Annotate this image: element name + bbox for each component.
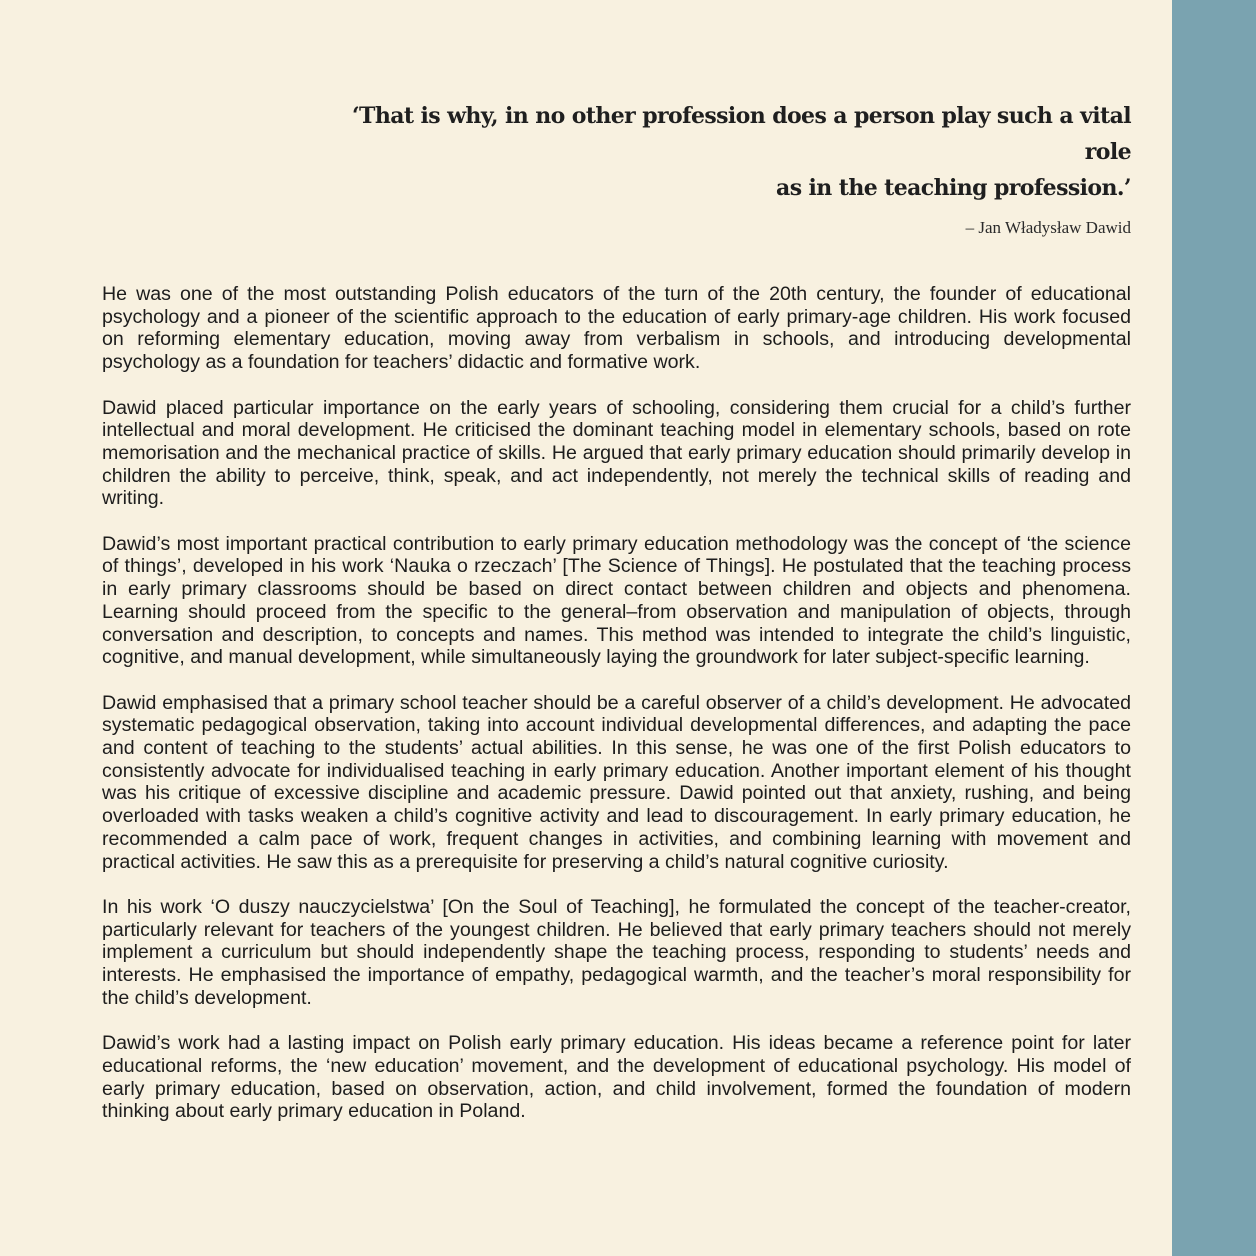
paragraph-1: He was one of the most outstanding Polish educators of the turn of the 20th century, the founder of educational psychology and a pioneer of the scientific approach to the education of early primary-age children. His work focused on reforming elementary education, moving away from verbalism in schools, and introducing developmental psychology as a foundation for teachers’ didactic and formative work. [102, 283, 1131, 374]
body-text [102, 283, 1131, 1146]
quote-line-1: ‘That is why, in no other profession does a person play such a vital role [351, 103, 1131, 165]
side-color-band [1172, 0, 1256, 1256]
paragraph-3: Dawid’s most important practical contribution to early primary education methodology was the concept of ‘the science of things’, developed in his work ‘Nauka o rzeczach’ [The Science of Things]. He postulated that the teaching process in early primary classrooms should be based on direct contact between children and objects and phenomena. Learning should proceed from the specific to the general–from observation and manipulation of objects, through conversation and description, to concepts and names. This method was intended to integrate the child’s linguistic, cognitive, and manual development, while simultaneously laying the groundwork for later subject-specific learning. [102, 532, 1131, 669]
paragraph-5: In his work ‘O duszy nauczycielstwa’ [On the Soul of Teaching], he formulated the concept of the teacher-creator, particularly relevant for teachers of the youngest children. He believed that early primary teachers should not merely implement a curriculum but should independently shape the teaching process, responding to students’ needs and interests. He emphasised the importance of empathy, pedagogical warmth, and the teacher’s moral responsibility for the child’s development. [102, 895, 1131, 1009]
quote-line-2: as in the teaching profession.’ [776, 175, 1131, 201]
paragraph-2: Dawid placed particular importance on the early years of schooling, considering them crucial for a child’s further intellectual and moral development. He criticised the dominant teaching model in elementary schools, based on rote memorisation and the mechanical practice of skills. He argued that early primary education should primarily develop in children the ability to perceive, think, speak, and act independently, not merely the technical skills of reading and writing. [102, 396, 1131, 510]
paragraph-6: Dawid’s work had a lasting impact on Polish early primary education. His ideas became a reference point for later educational reforms, the ‘new education’ movement, and the development of educational psychology. His model of early primary education, based on observation, action, and child involvement, formed the foundation of modern thinking about early primary education in Poland. [102, 1032, 1131, 1123]
quote-block [300, 98, 1131, 239]
quote-author: – Jan Władysław Dawid [965, 218, 1131, 237]
paragraph-4: Dawid emphasised that a primary school teacher should be a careful observer of a child’s development. He advocated systematic pedagogical observation, taking into account individual developmental differences, and adapting the pace and content of teaching to the students’ actual abilities. In this sense, he was one of the first Polish educators to consistently advocate for individualised teaching in early primary education. Another important element of his thought was his critique of excessive discipline and academic pressure. Dawid pointed out that anxiety, rushing, and being overloaded with tasks weaken a child’s cognitive activity and lead to discouragement. In early primary education, he recommended a calm pace of work, frequent changes in activities, and combining learning with movement and practical activities. He saw this as a prerequisite for preserving a child’s natural cognitive curiosity. [102, 691, 1131, 873]
